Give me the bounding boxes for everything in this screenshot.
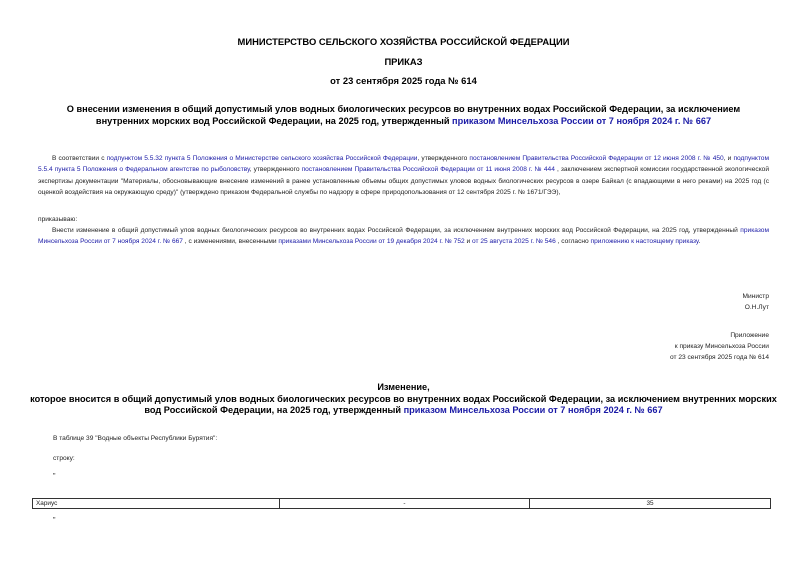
signature-name: О.Н.Лут: [744, 304, 769, 311]
link-resolution-450[interactable]: постановлением Правительства Российской Федерации от 12 июня 2008 г. № 450: [469, 155, 724, 162]
link-annex[interactable]: приложению к настоящему приказу: [590, 238, 699, 246]
annex-title-heading: Изменение,: [377, 382, 430, 392]
order-text: , с изменениями, внесенными: [182, 238, 279, 246]
link-subclause-5-5-4[interactable]: подпунктом 5.5.4 пункта 5 Положения о Федеральном агентстве по рыболовству: [38, 155, 769, 174]
link-subclause-5-5-32[interactable]: подпунктом 5.5.32 пункта 5 Положения о Министерстве сельского хозяйства Российской Федерации: [106, 155, 418, 162]
preamble-text: , утвержденного: [417, 155, 470, 162]
signature-block: [743, 291, 770, 313]
table-cell: -: [280, 499, 530, 509]
preamble-text: В соответствии с: [52, 155, 107, 162]
link-order-667[interactable]: приказом Минсельхоза России от 7 ноября 2024 г. № 667: [38, 227, 769, 246]
table-reference: В таблице 39 "Водные объекты Республики Бурятия":: [53, 435, 218, 442]
order-text: , согласно: [555, 238, 591, 246]
annex-title: [30, 382, 777, 417]
ministry-heading: МИНИСТЕРСТВО СЕЛЬСКОГО ХОЗЯЙСТВА РОССИЙСКОЙ ФЕДЕРАЦИИ: [237, 36, 570, 47]
link-order-752[interactable]: приказами Минсельхоза России от 19 декабря 2024 г. № 752: [278, 238, 465, 246]
annex-header-line: к приказу Минсельхоза России: [674, 343, 769, 350]
table-cell: 35: [530, 499, 771, 509]
annex-title-link[interactable]: приказом Минсельхоза России от 7 ноября 2024 г. № 667: [403, 405, 663, 415]
doc-date-number: от 23 сентября 2025 года № 614: [330, 75, 477, 86]
annex-header: [670, 330, 769, 363]
order-title: [40, 103, 767, 127]
link-resolution-444[interactable]: постановлением Правительства Российской Федерации от 11 июня 2008 г. № 444: [301, 166, 555, 174]
order-text: Внести изменение в общий допустимый улов водных биологических ресурсов во внутренних водах Российской Федерации, за исключением внутренних морских вод Российской Федерации, на 2025 год, утвержденный: [52, 227, 741, 234]
annex-header-line: от 23 сентября 2025 года № 614: [669, 354, 769, 361]
preamble-text: , и: [723, 155, 734, 162]
annex-header-line: Приложение: [730, 332, 769, 339]
order-text: и: [464, 238, 473, 246]
order-word: приказываю:: [38, 216, 78, 223]
preamble-text: , заключением экспертной комиссии государственной экологической экспертизы документации "Материалы, обосновывающие внесение изменений в ранее установленные объемы общих допустимых уловов водных биологических ресурсов в озере Байкал (с впадающими в него реками) на 2025 год (с оценкой воздействия на окружающую среду)" (утверждено приказом Федеральной службы по надзору в сфере природопользования от 12 сентября 2025 г. № 1671/ГЭЭ),: [38, 166, 769, 196]
amendment-table: [32, 498, 771, 509]
order-paragraph: [38, 225, 769, 248]
quote-open: ": [53, 473, 56, 480]
signature-position: Министр: [742, 293, 769, 300]
preamble-text: , утвержденного: [249, 166, 302, 174]
link-order-546[interactable]: от 25 августа 2025 г. № 546: [472, 238, 556, 246]
table-cell: Хариус: [33, 499, 280, 509]
table-row: [33, 499, 771, 509]
doc-type-heading: ПРИКАЗ: [384, 56, 423, 67]
order-title-text: О внесении изменения в общий допустимый улов водных биологических ресурсов во внутренних водах Российской Федерации, за исключением внутренних морских вод Российской Федерации, на 2025 год, утвержденный: [66, 104, 741, 126]
row-word: строку:: [53, 455, 75, 462]
order-title-link[interactable]: приказом Минсельхоза России от 7 ноября 2024 г. № 667: [452, 116, 712, 126]
order-text: .: [698, 238, 701, 246]
annex-title-text: которое вносится в общий допустимый улов водных биологических ресурсов во внутренних водах Российской Федерации, за исключением внутренних морских вод Российской Федерации, на 2025 год, утвержденный: [30, 393, 777, 415]
preamble-paragraph: [38, 153, 769, 198]
quote-close: ": [53, 517, 56, 524]
